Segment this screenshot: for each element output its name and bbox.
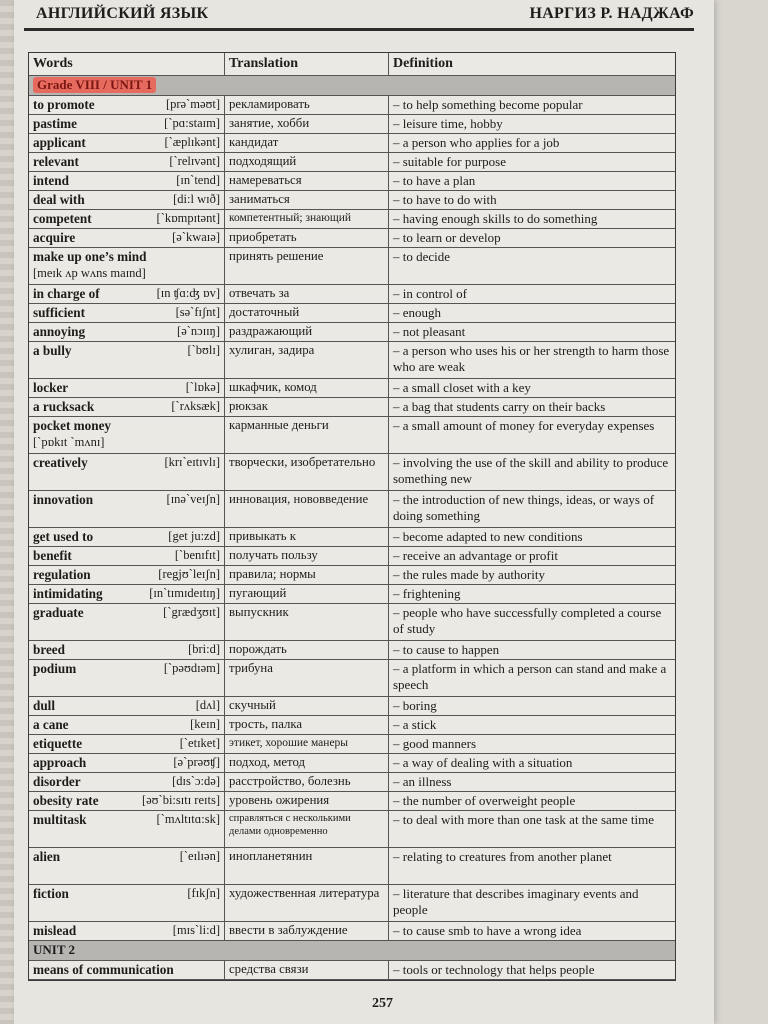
definition-cell: – to have to do with [393, 192, 497, 207]
word: mislead [33, 923, 77, 938]
transcription: [`bʊlɪ] [187, 343, 220, 357]
transcription: [bri:d] [188, 642, 220, 656]
definition-cell: – to cause smb to have a wrong idea [393, 923, 582, 938]
definition-cell: – a platform in which a person can stand and make a speech [393, 661, 667, 692]
translation-cell: привыкать к [225, 528, 389, 546]
translation-cell: карманные деньги [225, 417, 389, 453]
table-row [29, 604, 675, 641]
transcription: [fɪkʃn] [187, 886, 220, 900]
table-row [29, 641, 675, 660]
table-row [29, 961, 675, 980]
word-cell [29, 885, 225, 921]
word-cell [29, 811, 225, 847]
translation-cell: ввести в заблуждение [225, 922, 389, 940]
translation-cell: справляться с несколькими делами одновременно [225, 811, 389, 847]
table-row [29, 342, 675, 379]
word: regulation [33, 567, 91, 582]
table-row [29, 547, 675, 566]
table-row [29, 716, 675, 735]
table-row [29, 735, 675, 754]
word-cell [29, 304, 225, 322]
definition-cell: – to decide [393, 249, 451, 264]
table-row [29, 323, 675, 342]
definition-cell: – a small closet with a key [393, 380, 531, 395]
translation-cell: рекламировать [225, 96, 389, 114]
transcription: [`etɪket] [179, 736, 220, 750]
translation-cell: подход, метод [225, 754, 389, 772]
word-cell [29, 716, 225, 734]
transcription: [meɪk ʌp wʌns maɪnd] [33, 266, 146, 280]
translation-cell: выпускник [225, 604, 389, 640]
transcription: [get ju:zd] [168, 529, 220, 543]
definition-cell: – people who have successfully completed a course of study [393, 605, 662, 636]
definition-cell: – boring [393, 698, 437, 713]
definition-cell: – good manners [393, 736, 477, 751]
word-cell [29, 585, 225, 603]
transcription: [`relɪvənt] [169, 154, 220, 168]
word: get used to [33, 529, 94, 544]
section-title: Grade VIII / UNIT 1 [33, 77, 156, 93]
word: relevant [33, 154, 79, 169]
table-row [29, 191, 675, 210]
translation-cell: уровень ожирения [225, 792, 389, 810]
transcription: [keɪn] [190, 717, 220, 731]
definition-cell: – a person who uses his or her strength to harm those who are weak [393, 343, 670, 374]
transcription: [`eɪlɪən] [179, 849, 220, 863]
table-row [29, 566, 675, 585]
word-cell [29, 417, 225, 453]
translation-cell: инопланетянин [225, 848, 389, 884]
translation-cell: пугающий [225, 585, 389, 603]
word-cell [29, 660, 225, 696]
word-cell [29, 115, 225, 133]
definition-cell: – suitable for purpose [393, 154, 507, 169]
definition-cell: – literature that describes imaginary events and people [393, 886, 639, 917]
transcription: [`rʌksæk] [171, 399, 220, 413]
word-cell [29, 773, 225, 791]
translation-cell: порождать [225, 641, 389, 659]
word: sufficient [33, 305, 86, 320]
word: pastime [33, 116, 77, 131]
translation-cell: получать пользу [225, 547, 389, 565]
transcription: [`pəʊdɪəm] [163, 661, 220, 675]
translation-cell: заниматься [225, 191, 389, 209]
word-cell [29, 134, 225, 152]
word: creatively [33, 455, 88, 470]
word-cell [29, 848, 225, 884]
translation-cell: рюкзак [225, 398, 389, 416]
transcription: [`benɪfɪt] [174, 548, 220, 562]
table-row [29, 285, 675, 304]
word-cell [29, 398, 225, 416]
transcription: [`pɒkɪt `mʌnɪ] [33, 435, 105, 449]
book-page [14, 0, 714, 1024]
transcription: [dɪs`ɔ:də] [172, 774, 220, 788]
definition-cell: – receive an advantage or profit [393, 548, 558, 563]
word-cell [29, 566, 225, 584]
definition-cell: – the number of overweight people [393, 793, 576, 808]
table-row [29, 379, 675, 398]
word: innovation [33, 492, 94, 507]
translation-cell: расстройство, болезнь [225, 773, 389, 791]
word-cell [29, 379, 225, 397]
translation-cell: шкафчик, комод [225, 379, 389, 397]
word-cell [29, 454, 225, 490]
section-header [29, 941, 675, 961]
column-header-words: Words [29, 53, 225, 75]
transcription: [`pɑ:staɪm] [164, 116, 220, 130]
definition-cell: – to cause to happen [393, 642, 500, 657]
definition-cell: – to deal with more than one task at the same time [393, 812, 655, 827]
word-cell [29, 961, 225, 979]
definition-cell: – to help something become popular [393, 97, 583, 112]
definition-cell: – a small amount of money for everyday expenses [393, 418, 655, 433]
transcription: [prə`məʊt] [165, 97, 220, 111]
word-cell [29, 604, 225, 640]
definition-cell: – relating to creatures from another planet [393, 849, 612, 864]
word: make up one’s mind [33, 249, 147, 264]
vocabulary-table [28, 52, 676, 981]
word: means of communication [33, 962, 174, 977]
word-cell [29, 323, 225, 341]
definition-cell: – frightening [393, 586, 461, 601]
word-cell [29, 641, 225, 659]
transcription: [`mʌltɪtɑ:sk] [156, 812, 220, 826]
translation-cell: художественная литература [225, 885, 389, 921]
transcription: [regjʊ`leɪʃn] [158, 567, 220, 581]
word: approach [33, 755, 87, 770]
column-header-definition: Definition [393, 56, 453, 71]
transcription: [`lɒkə] [185, 380, 220, 394]
translation-cell: этикет, хорошие манеры [225, 735, 389, 753]
table-row [29, 454, 675, 491]
word-cell [29, 153, 225, 171]
table-row [29, 248, 675, 285]
translation-cell: творчески, изобретательно [225, 454, 389, 490]
definition-cell: – the introduction of new things, ideas, or ways of doing something [393, 492, 655, 523]
word-cell [29, 210, 225, 228]
word: alien [33, 849, 61, 864]
word: in charge of [33, 286, 100, 301]
definition-cell: – to learn or develop [393, 230, 501, 245]
section-title: UNIT 2 [33, 942, 76, 957]
page-number: 257 [372, 996, 393, 1011]
header-subject: АНГЛИЙСКИЙ ЯЗЫК [36, 5, 209, 22]
table-row [29, 304, 675, 323]
transcription: [ɪn`tend] [176, 173, 220, 187]
translation-cell: средства связи [225, 961, 389, 979]
word: a rucksack [33, 399, 95, 414]
definition-cell: – a way of dealing with a situation [393, 755, 573, 770]
transcription: [sə`fɪʃnt] [175, 305, 220, 319]
word-cell [29, 754, 225, 772]
word: pocket money [33, 418, 112, 433]
word-cell [29, 792, 225, 810]
table-row [29, 660, 675, 697]
word: a cane [33, 717, 69, 732]
word-cell [29, 191, 225, 209]
table-row [29, 491, 675, 528]
table-row [29, 528, 675, 547]
transcription: [mɪs`li:d] [172, 923, 220, 937]
definition-cell: – a stick [393, 717, 437, 732]
word: applicant [33, 135, 86, 150]
translation-cell: намереваться [225, 172, 389, 190]
table-row [29, 153, 675, 172]
table-row [29, 754, 675, 773]
word: competent [33, 211, 92, 226]
table-row [29, 96, 675, 115]
transcription: [ə`kwaɪə] [172, 230, 220, 244]
word: fiction [33, 886, 69, 901]
table-row [29, 922, 675, 941]
word: multitask [33, 812, 87, 827]
page-header [24, 2, 694, 31]
definition-cell: – tools or technology that helps people [393, 962, 595, 977]
translation-cell: компетентный; знающий [225, 210, 389, 228]
transcription: [ɪn`tɪmɪdeɪtɪŋ] [149, 586, 220, 600]
table-row [29, 585, 675, 604]
transcription: [əʊ`bi:sɪtɪ reɪts] [141, 793, 220, 807]
translation-cell: подходящий [225, 153, 389, 171]
translation-cell: занятие, хобби [225, 115, 389, 133]
word-cell [29, 697, 225, 715]
definition-cell: – become adapted to new conditions [393, 529, 583, 544]
transcription: [ə`nɔɪɪŋ] [177, 324, 220, 338]
table-header-row [29, 53, 675, 76]
word: to promote [33, 97, 95, 112]
word: disorder [33, 774, 81, 789]
header-author: НАРГИЗ Р. НАДЖАФ [529, 5, 694, 22]
table-row [29, 811, 675, 848]
definition-cell: – the rules made by authority [393, 567, 545, 582]
book-binding [0, 0, 14, 1024]
word-cell [29, 735, 225, 753]
definition-cell: – an illness [393, 774, 452, 789]
word: graduate [33, 605, 84, 620]
word: obesity rate [33, 793, 99, 808]
word: locker [33, 380, 69, 395]
transcription: [ɪnə`veɪʃn] [166, 492, 220, 506]
definition-cell: – having enough skills to do something [393, 211, 598, 226]
table-row [29, 172, 675, 191]
word: breed [33, 642, 65, 657]
word-cell [29, 172, 225, 190]
table-row [29, 210, 675, 229]
translation-cell: раздражающий [225, 323, 389, 341]
word: benefit [33, 548, 72, 563]
transcription: [`kɒmpɪtənt] [156, 211, 220, 225]
transcription: [ə`prəʊʧ] [173, 755, 220, 769]
table-row [29, 697, 675, 716]
transcription: [dʌl] [195, 698, 220, 712]
translation-cell: принять решение [225, 248, 389, 284]
word-cell [29, 528, 225, 546]
translation-cell: правила; нормы [225, 566, 389, 584]
transcription: [`grædʒʊɪt] [163, 605, 220, 619]
table-row [29, 134, 675, 153]
definition-cell: – a person who applies for a job [393, 135, 560, 150]
word: deal with [33, 192, 85, 207]
transcription: [ɪn ʧɑ:ʤ ɒv] [156, 286, 220, 300]
transcription: [`æplɪkənt] [164, 135, 220, 149]
word: podium [33, 661, 77, 676]
definition-cell: – leisure time, hobby [393, 116, 503, 131]
table-row [29, 398, 675, 417]
table-row [29, 773, 675, 792]
word-cell [29, 229, 225, 247]
translation-cell: приобретать [225, 229, 389, 247]
word-cell [29, 491, 225, 527]
word: etiquette [33, 736, 83, 751]
translation-cell: достаточный [225, 304, 389, 322]
word: dull [33, 698, 55, 713]
word: annoying [33, 324, 86, 339]
transcription: [di:l wɪð] [173, 192, 220, 206]
definition-cell: – not pleasant [393, 324, 466, 339]
word-cell [29, 547, 225, 565]
definition-cell: – enough [393, 305, 442, 320]
table-row [29, 417, 675, 454]
table-row [29, 792, 675, 811]
definition-cell: – a bag that students carry on their backs [393, 399, 606, 414]
translation-cell: трость, палка [225, 716, 389, 734]
word: acquire [33, 230, 76, 245]
word: intimidating [33, 586, 103, 601]
translation-cell: хулиган, задира [225, 342, 389, 378]
translation-cell: отвечать за [225, 285, 389, 303]
translation-cell: трибуна [225, 660, 389, 696]
word-cell [29, 248, 225, 284]
transcription: [krɪ`eɪtɪvlɪ] [164, 455, 220, 469]
word: intend [33, 173, 69, 188]
word-cell [29, 342, 225, 378]
translation-cell: скучный [225, 697, 389, 715]
translation-cell: инновация, нововведение [225, 491, 389, 527]
table-row [29, 885, 675, 922]
translation-cell: кандидат [225, 134, 389, 152]
word-cell [29, 922, 225, 940]
table-row [29, 115, 675, 134]
section-header [29, 76, 675, 96]
definition-cell: – to have a plan [393, 173, 476, 188]
table-row [29, 229, 675, 248]
word-cell [29, 285, 225, 303]
word: a bully [33, 343, 72, 358]
definition-cell: – in control of [393, 286, 468, 301]
definition-cell: – involving the use of the skill and ability to produce something new [393, 455, 669, 486]
column-header-translation: Translation [225, 53, 389, 75]
word-cell [29, 96, 225, 114]
table-row [29, 848, 675, 885]
